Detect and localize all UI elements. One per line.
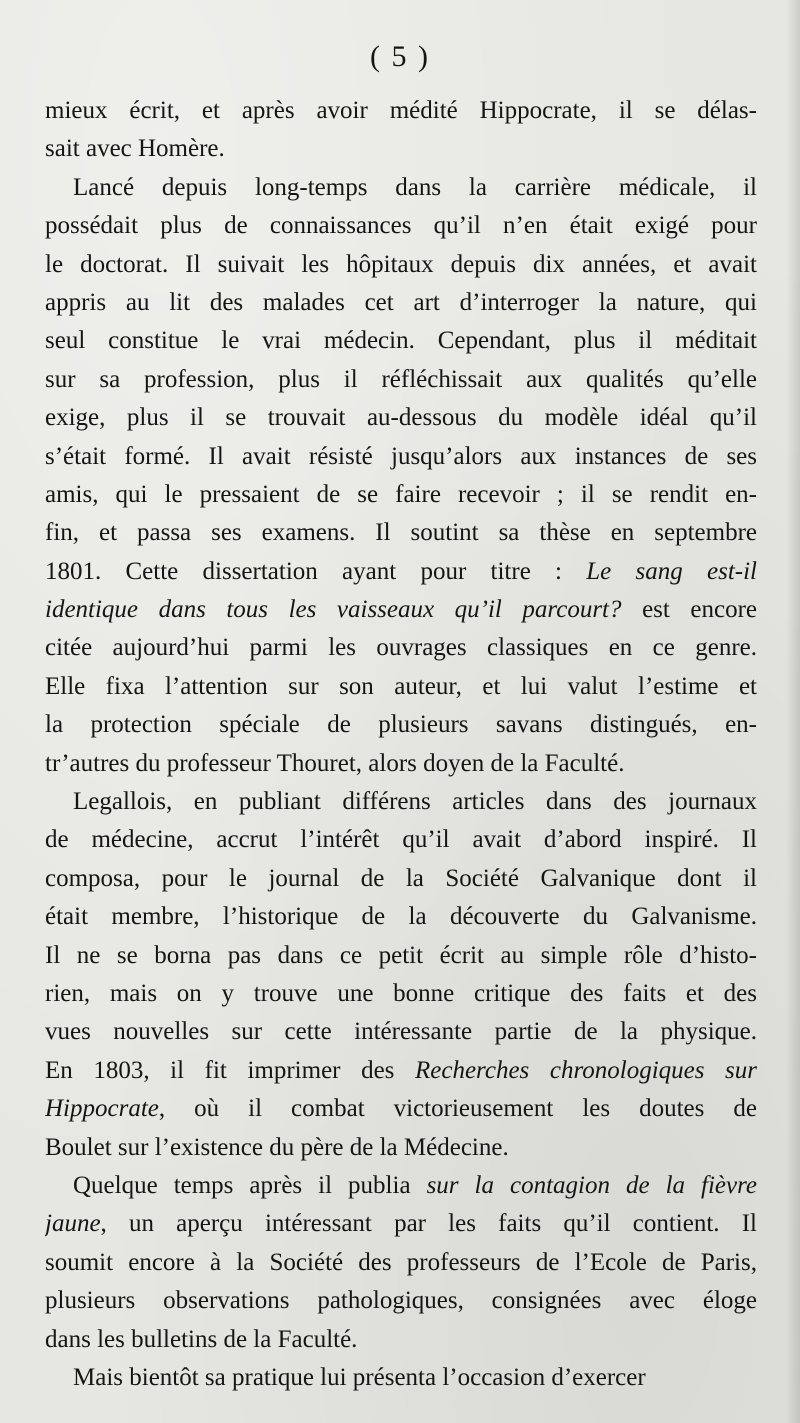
text-line: [45, 1052, 757, 1090]
text-line: [45, 553, 757, 591]
text-line: [45, 207, 757, 245]
italic-text: sur la contagion de la fièvre: [426, 1171, 757, 1199]
text-line: [45, 821, 757, 859]
text-line: [45, 438, 757, 476]
text-run: Il ne se borna pas dans ce petit écrit au simple rôle d’histo-: [45, 941, 757, 969]
text-line: [45, 1129, 757, 1167]
text-run: Lancé depuis long-temps dans la carrière médicale, il: [73, 173, 757, 201]
text-run: est encore: [621, 596, 757, 624]
text-run: tr’autres du professeur Thouret, alors doyen de la Faculté.: [45, 749, 625, 777]
text-run: , un aperçu intéressant par les faits qu’il contient. Il: [100, 1210, 757, 1238]
text-line: [45, 1205, 757, 1243]
text-run: fin, et passa ses examens. Il soutint sa thèse en septembre: [45, 519, 757, 547]
text-run: le doctorat. Il suivait les hôpitaux depuis dix années, et avait: [45, 250, 757, 278]
italic-text: identique dans tous les vaisseaux qu’il parcourt?: [45, 596, 622, 624]
text-line: [45, 130, 757, 168]
text-line: [45, 514, 757, 552]
body-text: [45, 92, 757, 1397]
text-run: composa, pour le journal de la Société Galvanique dont il: [45, 864, 757, 892]
italic-text: Recherches chronologiques sur: [414, 1056, 757, 1084]
text-line: [45, 322, 757, 360]
text-line: [45, 246, 757, 284]
text-line: [45, 1321, 757, 1359]
text-run: seul constitue le vrai médecin. Cependant, plus il méditait: [45, 327, 757, 355]
text-run: s’était formé. Il avait résisté jusqu’alors aux instances de ses: [45, 442, 757, 470]
text-line: [45, 591, 757, 629]
text-run: plusieurs observations pathologiques, consignées avec éloge: [45, 1287, 757, 1315]
text-run: sait avec Homère.: [45, 135, 225, 163]
text-run: était membre, l’historique de la découverte du Galvanisme.: [45, 903, 757, 931]
text-line: [45, 629, 757, 667]
text-line: [45, 783, 757, 821]
italic-text: Hippocrate: [45, 1095, 159, 1123]
text-line: [45, 1167, 757, 1205]
text-line: [45, 92, 757, 130]
text-run: appris au lit des malades cet art d’interroger la nature, qui: [45, 288, 757, 316]
text-run: dans les bulletins de la Faculté.: [45, 1325, 358, 1353]
text-run: possédait plus de connaissances qu’il n’en était exigé pour: [45, 212, 757, 240]
page-number: ( 5 ): [370, 40, 430, 73]
text-run: rien, mais on y trouve une bonne critique des faits et des: [45, 979, 757, 1007]
text-run: la protection spéciale de plusieurs savans distingués, en-: [45, 711, 757, 739]
text-run: citée aujourd’hui parmi les ouvrages classiques en ce genre.: [45, 634, 757, 662]
text-line: [45, 284, 757, 322]
text-run: En 1803, il fit imprimer des: [45, 1056, 415, 1084]
text-run: sur sa profession, plus il réfléchissait aux qualités qu’elle: [45, 365, 757, 393]
text-run: Quelque temps après il publia: [73, 1171, 427, 1199]
text-line: [45, 476, 757, 514]
text-run: Mais bientôt sa pratique lui présenta l’occasion d’exercer: [73, 1363, 646, 1391]
text-line: [45, 668, 757, 706]
text-run: de médecine, accrut l’intérêt qu’il avait d’abord inspiré. Il: [45, 826, 757, 854]
italic-text: jaune: [45, 1210, 101, 1238]
text-line: [45, 860, 757, 898]
italic-text: Le sang est-il: [586, 557, 757, 585]
text-line: [45, 1282, 757, 1320]
text-line: [45, 1090, 757, 1128]
text-line: [45, 937, 757, 975]
text-run: 1801. Cette dissertation ayant pour titre :: [45, 557, 587, 585]
text-run: amis, qui le pressaient de se faire recevoir ; il se rendit en-: [45, 480, 757, 508]
text-run: exige, plus il se trouvait au-dessous du modèle idéal qu’il: [45, 404, 757, 432]
text-line: [45, 1359, 757, 1397]
text-run: vues nouvelles sur cette intéressante partie de la physique.: [45, 1018, 757, 1046]
page-edge-shadow: [786, 0, 800, 1423]
text-run: , où il combat victorieusement les doutes de: [158, 1095, 757, 1123]
text-line: [45, 361, 757, 399]
text-run: Boulet sur l’existence du père de la Médecine.: [45, 1133, 509, 1161]
text-run: mieux écrit, et après avoir médité Hippocrate, il se délas-: [45, 97, 757, 124]
text-line: [45, 975, 757, 1013]
text-line: [45, 898, 757, 936]
text-run: soumit encore à la Société des professeurs de l’Ecole de Paris,: [45, 1248, 757, 1276]
text-run: Legallois, en publiant différens articles dans des journaux: [73, 788, 757, 816]
text-line: [45, 399, 757, 437]
text-line: [45, 745, 757, 783]
text-line: [45, 169, 757, 207]
text-line: [45, 1013, 757, 1051]
text-line: [45, 1244, 757, 1282]
text-run: Elle fixa l’attention sur son auteur, et lui valut l’estime et: [45, 672, 757, 700]
text-line: [45, 706, 757, 744]
